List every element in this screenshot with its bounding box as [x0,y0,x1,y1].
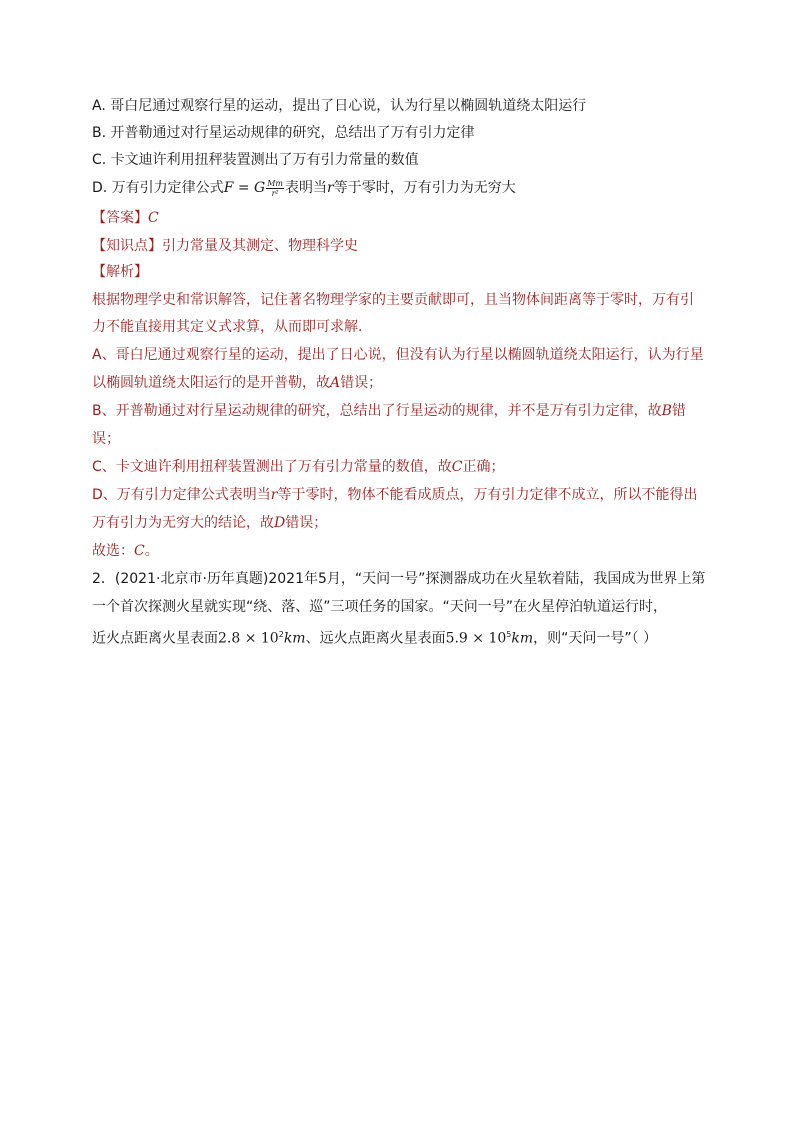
option-d-suffix: 等于零时，万有引力为无穷大 [333,180,516,196]
option-d-var: r [327,180,334,196]
option-d-prefix: D. 万有引力定律公式 [92,180,224,196]
question-2-line-1: 2．(2021·北京市·历年真题)2021年5月，“天问一号”探测器成功在火星软着陆，我国成为世界上第 [92,571,706,587]
q2-far-unit: km [511,630,534,647]
explain-d-var-r: r [270,487,278,503]
explain-d-text: D、万有引力定律公式表明当 [92,487,271,503]
explain-a-post: 错误； [340,375,383,391]
q2-far-value: 5.9 × 10 [445,630,507,647]
explain-a-line-2 [92,373,382,393]
analysis-line-1: 根据物理学史和常识解答，记住著名物理学家的主要贡献即可，且当物体间距离等于零时，万有引 [92,292,694,308]
explain-b-var: B [661,403,672,419]
q2-tail: ，则“天问一号”（ ） [533,630,658,647]
answer-label: 【答案】 [92,210,148,226]
explain-a-line-1: A、哥白尼通过观察行星的运动，提出了日心说，但没有认为行星以椭圆轨道绕太阳运行，认为行星 [92,347,704,363]
explain-d-post: 等于零时，物体不能看成质点，万有引力定律不成立，所以不能得出 [277,487,698,503]
explain-b-post: 错 [671,403,686,419]
analysis-label: 【解析】 [92,264,148,280]
explain-d-line-2 [92,513,327,533]
explain-b-text: B、开普勒通过对行星运动规律的研究，总结出了行星运动的规律，并不是万有引力定律，故 [92,403,662,419]
explain-a-text: 以椭圆轨道绕太阳运行的是开普勒，故 [92,375,330,391]
formula-denominator: r² [271,188,279,198]
q2-far-exp: 5 [506,630,512,639]
explain-d2-text: 万有引力为无穷大的结论，故 [92,515,274,531]
explain-c-var: C [451,459,463,475]
answer-value: C [148,210,159,226]
explain-c-post: 正确； [462,459,505,475]
knowledge-value: 引力常量及其测定、物理科学史 [162,238,358,254]
explain-b-line-2: 误； [92,431,120,447]
q2-near-exp: 2 [278,630,284,639]
analysis-line-2: 力不能直接用其定义式求算，从而即可求解． [92,319,372,335]
explain-d2-post: 错误； [285,515,328,531]
q2-near-label: 近火点距离火星表面 [92,630,218,647]
final-choice-label: 故选： [92,543,134,559]
explain-d-var: D [274,515,286,531]
knowledge-line [92,236,358,256]
option-c: C. 卡文迪许利用扭秤装置测出了万有引力常量的数值 [92,152,419,168]
question-2-line-3 [92,625,657,649]
explain-d-line-1 [92,485,697,505]
final-choice-var: C [134,543,145,559]
explain-c-text: C、卡文迪许利用扭秤装置测出了万有引力常量的数值，故 [92,459,452,475]
knowledge-label: 【知识点】 [92,238,162,254]
q2-far-label: 、远火点距离火星表面 [305,630,446,647]
explain-b-line-1 [92,401,686,421]
formula-numerator: Mm [267,178,283,188]
final-choice-post: 。 [144,543,159,559]
answer-line [92,208,159,228]
option-d-mid: 表明当 [285,180,327,196]
question-2-line-2: 一个首次探测火星就实现“绕、落、巡”三项任务的国家。“天问一号”在火星停泊轨道运行时， [92,599,668,615]
option-a: A. 哥白尼通过观察行星的运动，提出了日心说，认为行星以椭圆轨道绕太阳运行 [92,98,587,114]
q2-near-unit: km [283,630,306,647]
option-d [92,178,516,198]
formula-lhs: F = G [223,180,266,196]
option-b: B. 开普勒通过对行星运动规律的研究，总结出了万有引力定律 [92,125,475,141]
formula-fraction [266,179,284,198]
final-choice [92,541,159,561]
explain-a-var: A [330,375,341,391]
q2-near-value: 2.8 × 10 [218,630,279,647]
explain-c-line [92,457,505,477]
